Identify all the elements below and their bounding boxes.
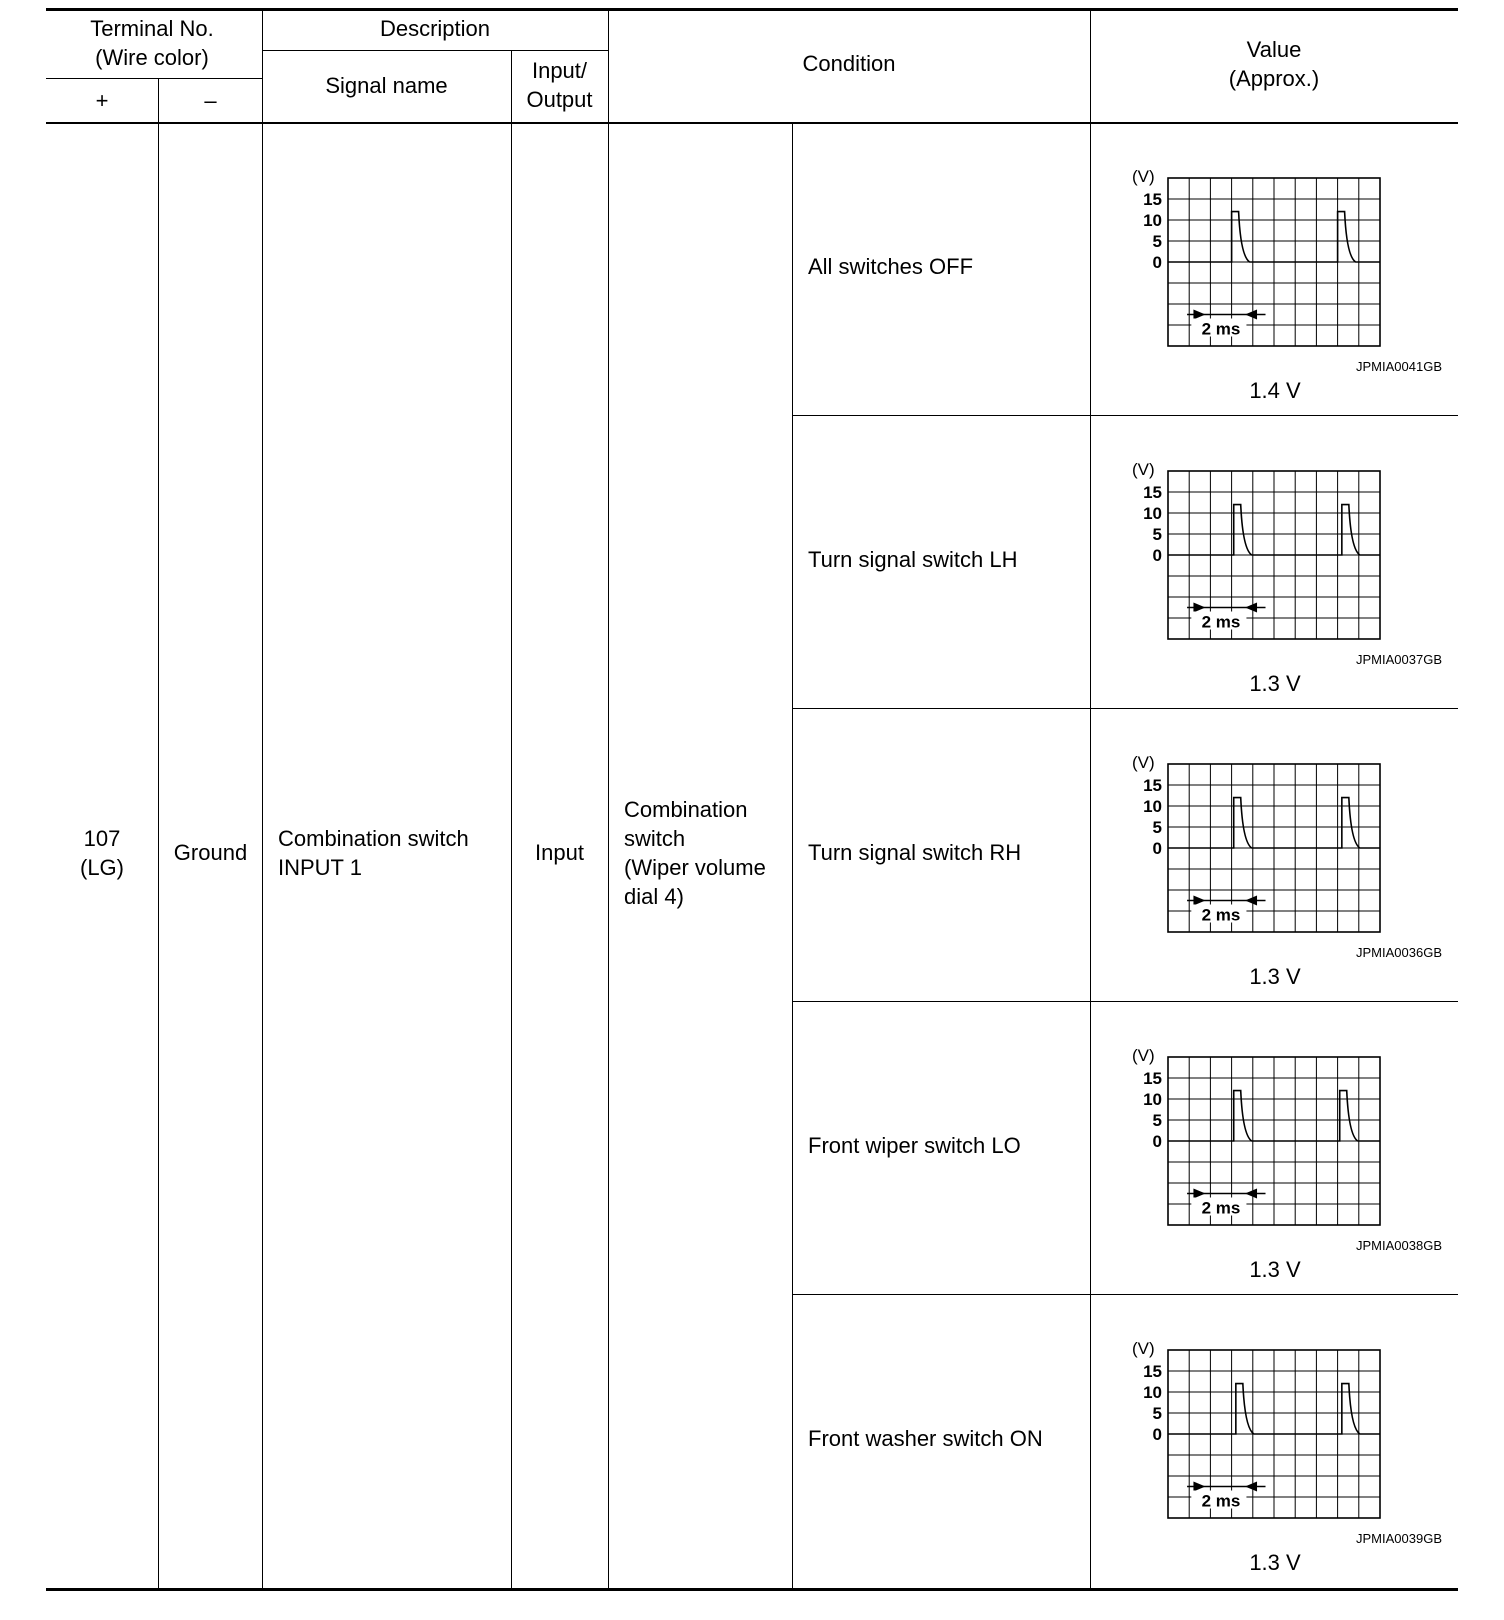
figure-id: JPMIA0041GB: [1356, 359, 1442, 374]
time-scale-arrow: [1245, 1482, 1257, 1492]
table-top-border: [46, 8, 1458, 11]
y-tick-label: 5: [1152, 1404, 1162, 1423]
condition-line1: Combination: [624, 797, 748, 822]
condition-line2: switch: [624, 826, 686, 851]
y-tick-label: 0: [1152, 1132, 1162, 1151]
header-io-line2: Output: [526, 87, 593, 112]
condition-line3: (Wiper volume: [624, 855, 766, 880]
y-tick-label: 10: [1143, 1090, 1162, 1109]
io-value: Input: [535, 840, 584, 865]
sub-condition-label: Turn signal switch LH: [808, 547, 1018, 572]
y-tick-label: 15: [1143, 776, 1162, 795]
header-minus: –: [204, 88, 217, 113]
y-unit-label: (V): [1132, 1046, 1155, 1065]
time-scale-arrow: [1193, 310, 1205, 320]
col-line: [158, 78, 159, 1590]
header-terminal-no-text: Terminal No.: [90, 16, 214, 41]
header-io-line1: Input/: [531, 58, 588, 83]
terminal-number: 107: [83, 826, 121, 851]
y-tick-label: 5: [1152, 525, 1162, 544]
value-reading: 1.4 V: [1249, 378, 1301, 403]
condition: [624, 795, 790, 911]
terminal-plus: [46, 824, 158, 882]
header-value-line1: Value: [1246, 37, 1302, 62]
header-signal-name: Signal name: [325, 73, 448, 98]
waveform-chart: [1130, 1047, 1386, 1237]
col-line: [1090, 8, 1091, 1590]
time-scale-arrow: [1245, 603, 1257, 613]
header-condition: Condition: [802, 51, 896, 76]
time-scale-arrow: [1193, 896, 1205, 906]
value-reading: 1.3 V: [1249, 671, 1301, 696]
y-tick-label: 10: [1143, 504, 1162, 523]
sub-condition-label: Front wiper switch LO: [808, 1133, 1021, 1158]
waveform-chart: [1130, 1340, 1386, 1530]
row-separator: [793, 708, 1458, 709]
figure-id: JPMIA0039GB: [1356, 1531, 1442, 1546]
row-separator: [793, 1294, 1458, 1295]
header-value: [1090, 35, 1458, 93]
y-tick-label: 0: [1152, 839, 1162, 858]
time-scale-arrow: [1193, 603, 1205, 613]
figure-id: JPMIA0036GB: [1356, 945, 1442, 960]
waveform-chart: [1130, 461, 1386, 651]
y-tick-label: 0: [1152, 253, 1162, 272]
signal-name-line2: INPUT 1: [278, 855, 362, 880]
time-scale-label: 2 ms: [1201, 612, 1241, 632]
y-tick-label: 15: [1143, 190, 1162, 209]
time-scale-label: 2 ms: [1201, 905, 1241, 925]
time-scale-label: 2 ms: [1201, 1491, 1241, 1511]
table-bottom-border: [46, 1588, 1458, 1591]
figure-id: JPMIA0038GB: [1356, 1238, 1442, 1253]
y-tick-label: 10: [1143, 211, 1162, 230]
condition-line4: dial 4): [624, 884, 684, 909]
header-description: Description: [379, 16, 491, 41]
y-tick-label: 5: [1152, 232, 1162, 251]
y-tick-label: 0: [1152, 546, 1162, 565]
col-line: [792, 122, 793, 1590]
header-input-output: [511, 56, 608, 114]
row-separator: [793, 415, 1458, 416]
header-wire-color-text: (Wire color): [95, 45, 209, 70]
value-reading: 1.3 V: [1249, 964, 1301, 989]
value-reading: 1.3 V: [1249, 1257, 1301, 1282]
col-line: [511, 50, 512, 1590]
wire-color: (LG): [80, 855, 124, 880]
header-value-line2: (Approx.): [1228, 66, 1320, 91]
sub-condition-label: Front washer switch ON: [808, 1426, 1043, 1451]
time-scale-label: 2 ms: [1201, 319, 1241, 339]
row-separator: [793, 1001, 1458, 1002]
y-tick-label: 0: [1152, 1425, 1162, 1444]
y-unit-label: (V): [1132, 1339, 1155, 1358]
y-tick-label: 15: [1143, 1069, 1162, 1088]
waveform-chart: [1130, 168, 1386, 358]
header-sub-line-description: [262, 50, 608, 51]
y-tick-label: 5: [1152, 818, 1162, 837]
time-scale-arrow: [1245, 310, 1257, 320]
sub-condition-label: Turn signal switch RH: [808, 840, 1022, 865]
y-tick-label: 15: [1143, 483, 1162, 502]
col-line: [262, 8, 263, 1590]
terminal-minus: Ground: [173, 840, 248, 865]
y-tick-label: 10: [1143, 1383, 1162, 1402]
col-line: [608, 8, 609, 1590]
time-scale-arrow: [1245, 896, 1257, 906]
header-terminal-no: [46, 14, 258, 72]
time-scale-label: 2 ms: [1201, 1198, 1241, 1218]
value-reading: 1.3 V: [1249, 1550, 1301, 1575]
y-tick-label: 10: [1143, 797, 1162, 816]
y-unit-label: (V): [1132, 460, 1155, 479]
header-bottom-border: [46, 122, 1458, 124]
signal-name: [278, 824, 508, 882]
time-scale-arrow: [1193, 1482, 1205, 1492]
y-tick-label: 5: [1152, 1111, 1162, 1130]
waveform-chart: [1130, 754, 1386, 944]
y-tick-label: 15: [1143, 1362, 1162, 1381]
figure-id: JPMIA0037GB: [1356, 652, 1442, 667]
time-scale-arrow: [1193, 1189, 1205, 1199]
time-scale-arrow: [1245, 1189, 1257, 1199]
header-plus: +: [95, 88, 109, 113]
sub-condition-label: All switches OFF: [808, 254, 974, 279]
y-unit-label: (V): [1132, 167, 1155, 186]
signal-name-line1: Combination switch: [278, 826, 469, 851]
header-sub-line-terminal: [46, 78, 262, 79]
y-unit-label: (V): [1132, 753, 1155, 772]
